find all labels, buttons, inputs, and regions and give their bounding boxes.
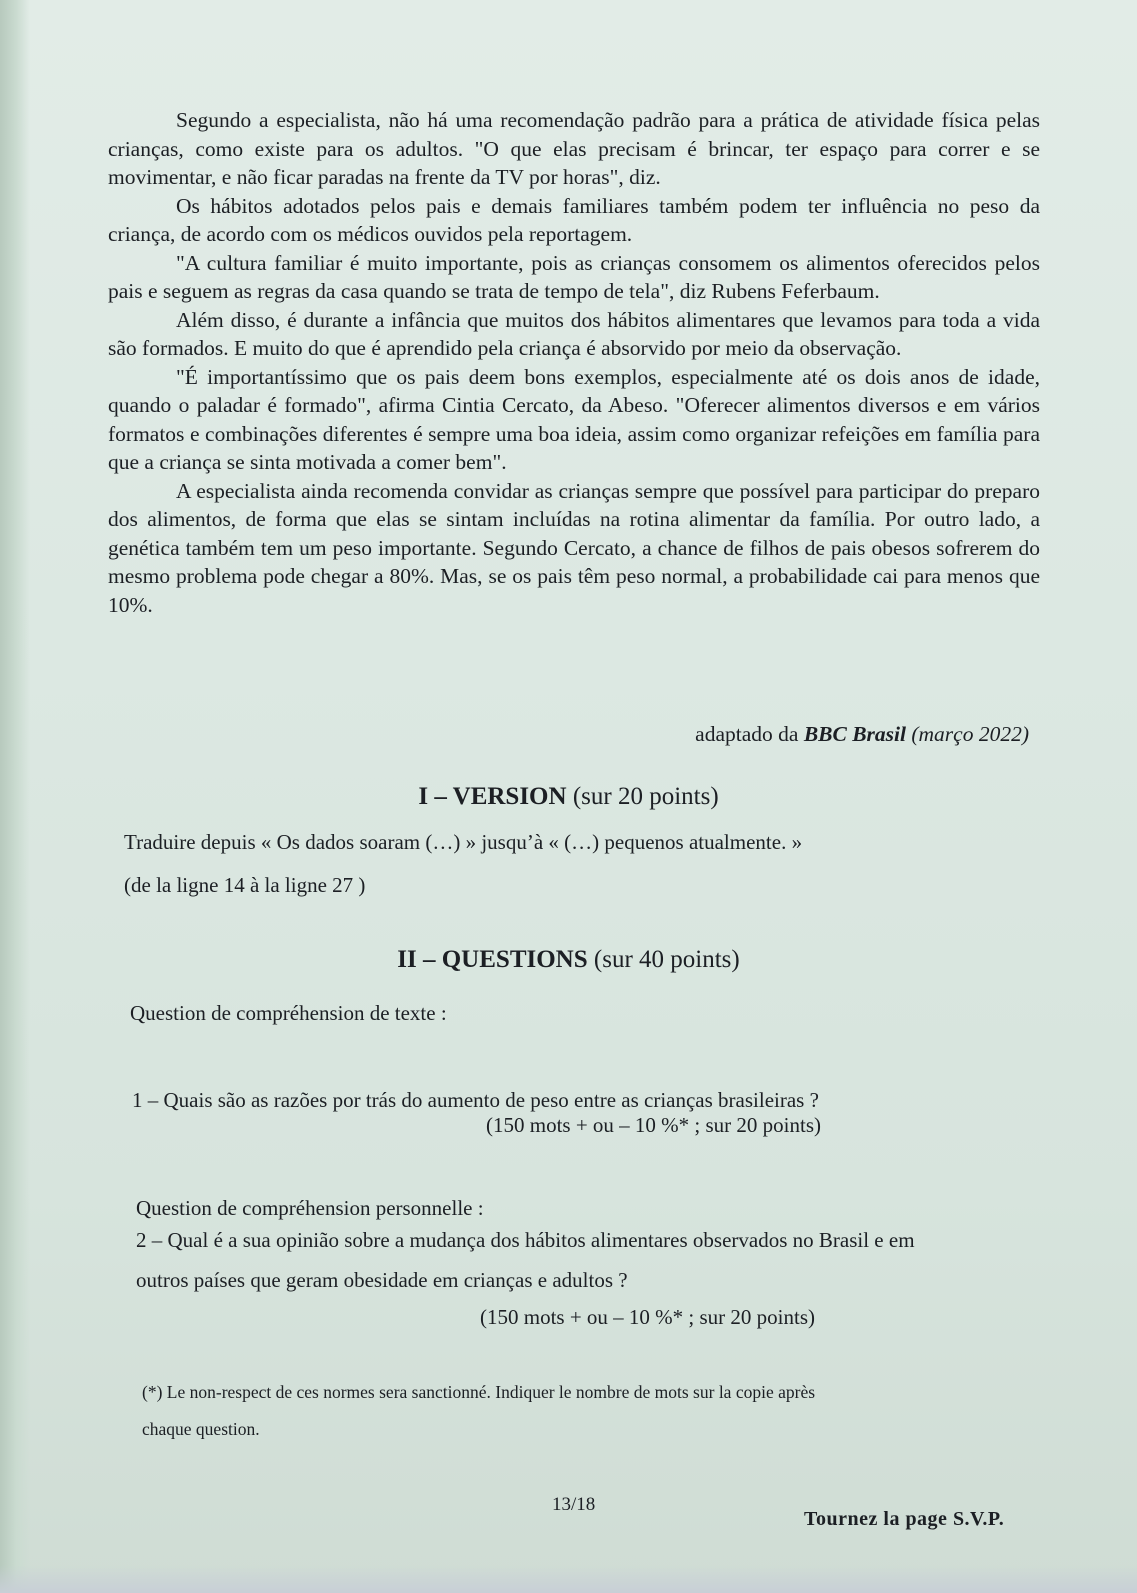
article-paragraph-3: "A cultura familiar é muito importante, pois as crianças consomem os alimentos oferecidos pelos pais e seguem as regras da casa quando se trata de tempo de tela", diz Rubens Feferbaum.	[108, 250, 1040, 303]
article-paragraph-6: A especialista ainda recomenda convidar as crianças sempre que possível para participar do preparo dos alimentos, de forma que elas se sintam incluídas na rotina alimentar da família. Por outro lado, a genética também tem um peso importante. Segundo Cercato, a chance de filhos de pais obesos sofrerem do mesmo problema pode chegar a 80%. Mas, se os pais têm peso normal, a probabilidade cai para menos que 10%.	[108, 478, 1040, 617]
version-title: I – VERSION	[418, 783, 567, 810]
question-2-points: (150 mots + ou – 10 %* ; sur 20 points)	[480, 1305, 816, 1329]
source-publication: BBC Brasil	[803, 722, 906, 746]
questions-points: (sur 40 points)	[587, 946, 740, 973]
question-1-points: (150 mots + ou – 10 %* ; sur 20 points)	[486, 1113, 822, 1137]
source-prefix: adaptado da	[695, 722, 804, 746]
personal-comprehension-label: Question de compréhension personnelle :	[136, 1196, 484, 1220]
article-paragraph-1: Segundo a especialista, não há uma recomendação padrão para a prática de atividade física pelas crianças, como existe para os adultos. "O que elas precisam é brincar, ter espaço para correr e se movimentar, e não ficar paradas na frente da TV por horas", diz.	[108, 108, 1040, 189]
questions-heading	[0, 945, 1137, 975]
source-date: (março 2022)	[905, 722, 1029, 746]
version-line-range: (de la ligne 14 à la ligne 27 )	[124, 873, 366, 897]
version-instruction: Traduire depuis « Os dados soaram (…) » jusqu’à « (…) pequenos atualmente. »	[124, 830, 803, 854]
turn-page-notice: Tournez la page S.V.P.	[804, 1508, 1005, 1530]
footnote-line-1: (*) Le non-respect de ces normes sera sanctionné. Indiquer le nombre de mots sur la copie après	[142, 1382, 816, 1402]
question-2-line-2: outros países que geram obesidade em crianças e adultos ?	[136, 1268, 628, 1292]
footnote-line-2: chaque question.	[142, 1419, 260, 1439]
question-2-line-1: 2 – Qual é a sua opinião sobre a mudança dos hábitos alimentares observados no Brasil e em	[136, 1228, 915, 1252]
article-paragraph-4: Além disso, é durante a infância que muitos dos hábitos alimentares que levamos para toda a vida são formados. E muito do que é aprendido pela criança é absorvido por meio da observação.	[108, 307, 1040, 360]
article-source	[695, 720, 1029, 748]
text-comprehension-label: Question de compréhension de texte :	[130, 1001, 447, 1025]
version-heading	[0, 782, 1137, 812]
questions-title: II – QUESTIONS	[397, 946, 588, 973]
page-number: 13/18	[552, 1494, 596, 1515]
page-bottom-edge	[0, 1565, 1137, 1593]
article-body	[108, 106, 1040, 619]
article-paragraph-2: Os hábitos adotados pelos pais e demais familiares também podem ter influência no peso da criança, de acordo com os médicos ouvidos pela reportagem.	[108, 193, 1040, 246]
question-1: 1 – Quais são as razões por trás do aumento de peso entre as crianças brasileiras ?	[132, 1088, 819, 1112]
article-paragraph-5: "É importantíssimo que os pais deem bons exemplos, especialmente até os dois anos de idade, quando o paladar é formado", afirma Cintia Cercato, da Abeso. "Oferecer alimentos diversos e em vários formatos e combinações diferentes é sempre uma boa ideia, assim como organizar refeições em família para que a criança se sinta motivada a comer bem".	[108, 364, 1040, 474]
version-points: (sur 20 points)	[566, 783, 719, 810]
